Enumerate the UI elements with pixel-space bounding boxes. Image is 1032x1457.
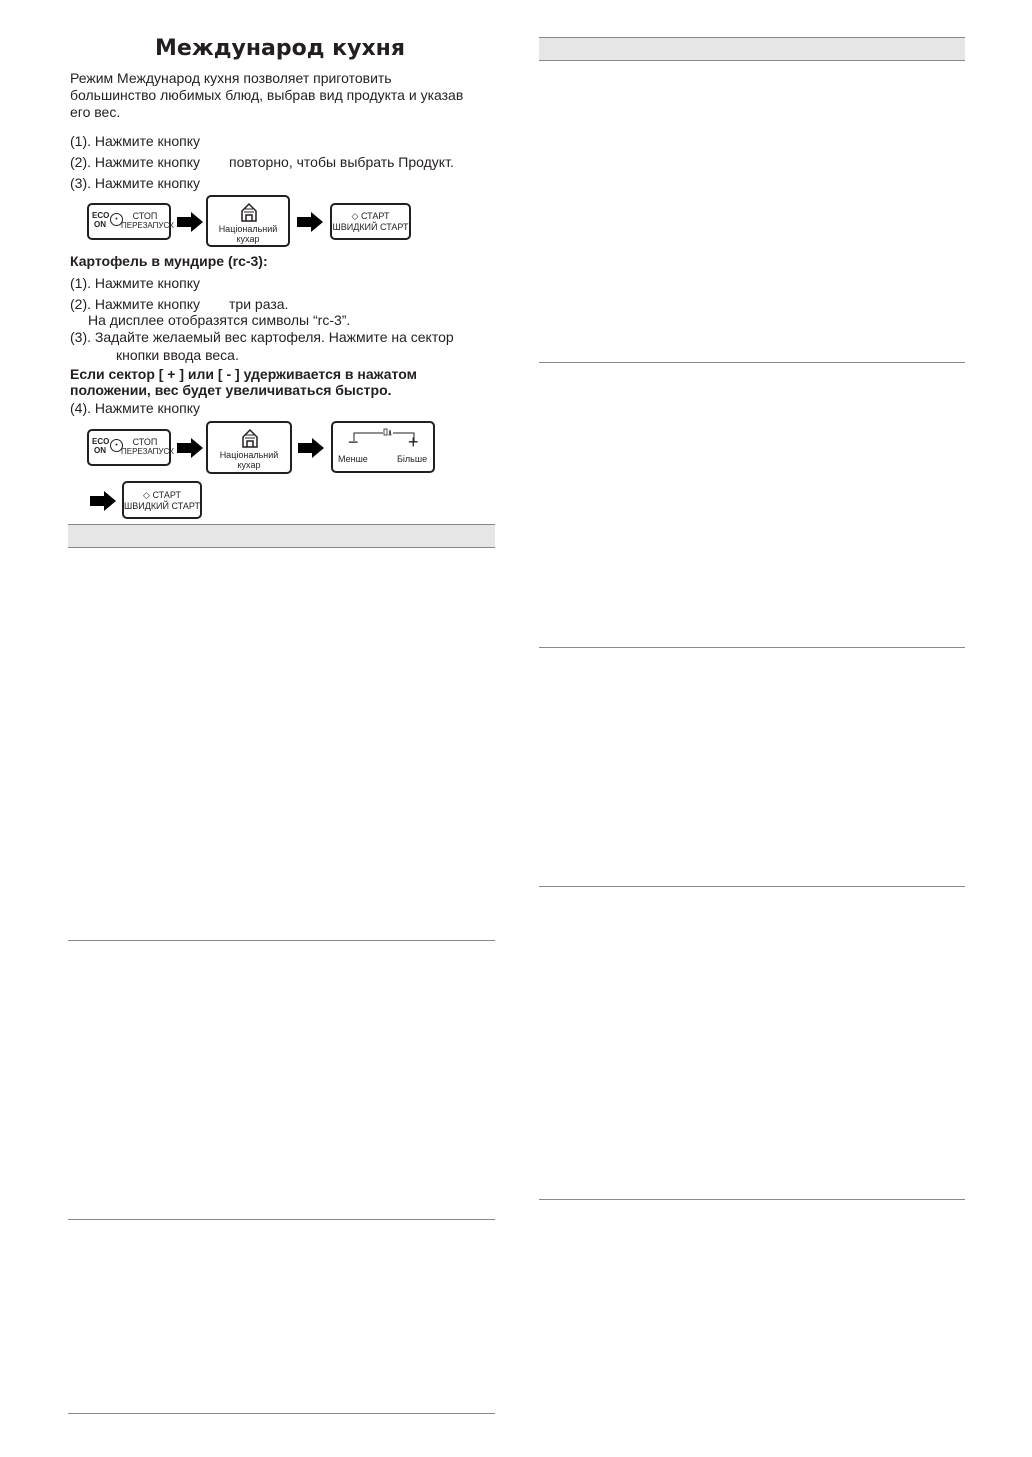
- eco-leaf-icon: •: [110, 213, 123, 226]
- table-row-divider: [68, 940, 495, 941]
- arrow-right-icon: [298, 438, 324, 458]
- start-icon: ◇: [143, 490, 150, 500]
- table-row-divider: [539, 362, 965, 363]
- potato-heading: Картофель в мундире (rc-3):: [70, 253, 268, 269]
- start-icon: ◇: [351, 211, 359, 221]
- minus-sign[interactable]: −: [348, 432, 359, 452]
- national-cook-button[interactable]: [206, 195, 290, 247]
- start-button[interactable]: [330, 203, 411, 240]
- start-label: СТАРТ: [152, 490, 181, 500]
- national-cook-house-icon: [240, 202, 258, 222]
- table-row-divider: [539, 886, 965, 887]
- quick-start-label: ШВИДКИЙ СТАРТ: [124, 501, 200, 511]
- on-label: ON: [94, 446, 106, 455]
- potato-step-2: (2). Нажмите кнопку: [70, 296, 201, 312]
- restart-label: ПЕРЕЗАПУСК: [121, 221, 174, 230]
- table-row-divider: [68, 1219, 495, 1220]
- quick-start-label: ШВИДКИЙ СТАРТ: [332, 222, 409, 232]
- potato-step-4: (4). Нажмите кнопку: [70, 400, 201, 416]
- potato-warning-2: положении, вес будет увеличиваться быстро.: [70, 382, 392, 398]
- potato-step-2-tail: три раза.: [229, 296, 289, 312]
- page-title: Международ кухня: [155, 36, 405, 61]
- table-row-divider: [539, 1199, 965, 1200]
- on-label: ON: [94, 220, 106, 229]
- less-label: Менше: [338, 454, 368, 464]
- national-label-2: кухар: [236, 234, 260, 244]
- national-cook-house-icon: [241, 428, 259, 448]
- arrow-right-icon: [90, 491, 116, 511]
- step-2-tail: повторно, чтобы выбрать Продукт.: [229, 154, 454, 170]
- national-label-1: Національний: [218, 224, 278, 234]
- potato-step-2-note: На дисплее отобразятся символы “rc-3”.: [88, 312, 351, 328]
- potato-step-1: (1). Нажмите кнопку: [70, 275, 201, 291]
- intro-text: Режим Международ кухня позволяет приготовить большинство любимых блюд, выбрав вид продукта и указав его вес.: [70, 70, 464, 120]
- stop-label: СТОП: [132, 211, 158, 221]
- start-label: СТАРТ: [360, 211, 390, 221]
- national-label-1: Національний: [219, 450, 279, 460]
- start-row: [124, 490, 200, 500]
- step-3: (3). Нажмите кнопку: [70, 175, 201, 191]
- potato-step-3-note: кнопки ввода веса.: [116, 347, 239, 363]
- stop-label: СТОП: [132, 437, 158, 447]
- table-header-bar: [539, 37, 965, 61]
- weight-input-button[interactable]: [331, 421, 435, 473]
- eco-label: ECO: [92, 437, 110, 446]
- potato-step-3: (3). Задайте желаемый вес картофеля. Нажмите на сектор: [70, 329, 454, 345]
- arrow-right-icon: [177, 212, 203, 232]
- table-row-divider: [68, 1413, 495, 1414]
- step-2: (2). Нажмите кнопку: [70, 154, 201, 170]
- start-button[interactable]: [122, 481, 202, 519]
- potato-warning-1: Если сектор [ + ] или [ - ] удерживается в нажатом: [70, 366, 417, 382]
- step-1: (1). Нажмите кнопку: [70, 133, 201, 149]
- plus-sign[interactable]: +: [408, 432, 419, 452]
- arrow-right-icon: [297, 212, 323, 232]
- eco-stop-button[interactable]: [87, 429, 174, 466]
- arrow-right-icon: [177, 438, 203, 458]
- national-label-2: кухар: [237, 460, 261, 470]
- eco-label: ECO: [92, 211, 110, 220]
- eco-stop-button[interactable]: [87, 203, 174, 240]
- eco-leaf-icon: •: [110, 439, 123, 452]
- restart-label: ПЕРЕЗАПУСК: [121, 447, 174, 456]
- start-row: [332, 211, 409, 221]
- national-cook-button[interactable]: [206, 421, 292, 474]
- table-row-divider: [539, 647, 965, 648]
- table-header-bar: [68, 524, 495, 548]
- more-label: Більше: [397, 454, 428, 464]
